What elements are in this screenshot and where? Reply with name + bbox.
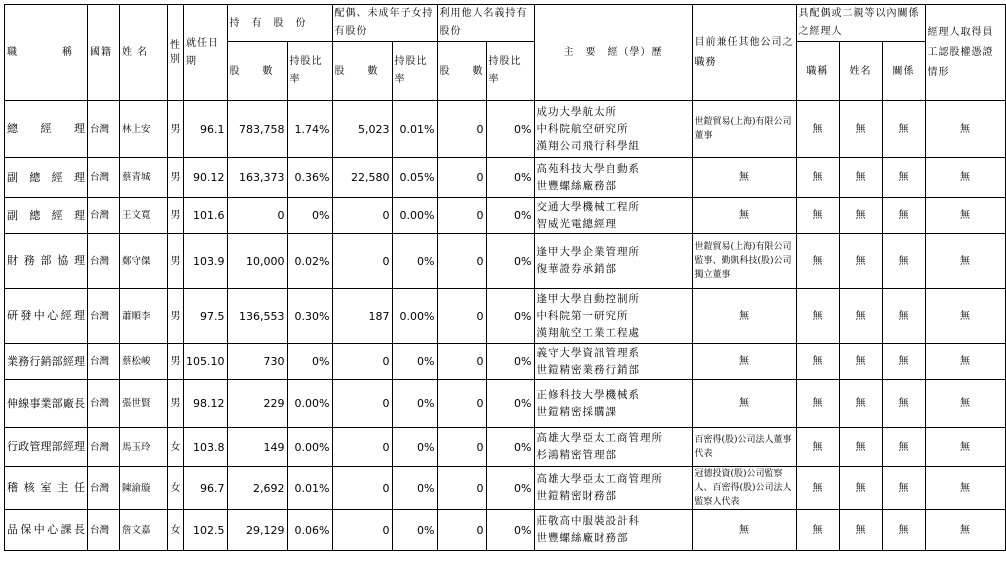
- cell-title: 業務行銷部經理: [5, 344, 88, 380]
- header-spouse-shares: 股 數: [332, 42, 392, 101]
- managers-table-page: [4, 4, 1006, 551]
- cell-spouse-ratio: 0%: [392, 510, 437, 551]
- education-line: 復華證券承銷部: [536, 263, 617, 275]
- header-rel-name: 姓名: [839, 42, 882, 101]
- cell-title: 副 總 經 理: [5, 198, 88, 234]
- cell-education: [534, 380, 692, 428]
- cell-spouse-ratio: 0%: [392, 428, 437, 467]
- cell-date: 97.5: [184, 289, 228, 344]
- header-spouse-ratio: 持股比率: [392, 42, 437, 101]
- education-line: 交通大學機械工程所: [536, 200, 640, 213]
- cell-title: 研發中心經理: [5, 289, 88, 344]
- cell-gender: 男: [168, 198, 184, 234]
- cell-nominee-ratio: 0%: [486, 101, 534, 158]
- table-row: [5, 101, 1006, 158]
- header-nationality: 國籍: [88, 5, 120, 101]
- education-line: 高苑科技大學自動系: [536, 162, 640, 175]
- cell-nationality: 台灣: [88, 158, 120, 198]
- education-line: 世鎧精密財務部: [536, 490, 617, 502]
- cell-rel-relation: 無: [882, 467, 925, 510]
- header-nominee-ratio: 持股比率: [486, 42, 534, 101]
- cell-nationality: 台灣: [88, 289, 120, 344]
- cell-education: [534, 198, 692, 234]
- cell-nominee-ratio: 0%: [486, 428, 534, 467]
- cell-ratio: 1.74%: [287, 101, 332, 158]
- cell-rel-title: 無: [796, 101, 839, 158]
- cell-nominee-ratio: 0%: [486, 467, 534, 510]
- cell-options: 無: [925, 289, 1005, 344]
- cell-spouse-shares: 0: [332, 510, 392, 551]
- cell-options: 無: [925, 198, 1005, 234]
- cell-options: 無: [925, 101, 1005, 158]
- education-line: 世鎧精密業務行銷部: [536, 363, 640, 376]
- cell-nominee-shares: 0: [437, 198, 486, 234]
- cell-options: 無: [925, 380, 1005, 428]
- cell-options: 無: [925, 510, 1005, 551]
- cell-nominee-shares: 0: [437, 234, 486, 289]
- cell-shares: 136,553: [227, 289, 287, 344]
- cell-concurrent: 百密得(股)公司法人董事代表: [692, 428, 796, 467]
- header-rel-relation: 關係: [882, 42, 925, 101]
- cell-name: 陳渝璇: [120, 467, 168, 510]
- cell-nominee-shares: 0: [437, 289, 486, 344]
- header-shares: 股 數: [227, 42, 287, 101]
- cell-date: 105.10: [184, 344, 228, 380]
- cell-nominee-shares: 0: [437, 428, 486, 467]
- education-line: 智威光電總經理: [536, 217, 617, 230]
- cell-nominee-ratio: 0%: [486, 344, 534, 380]
- cell-title: 財務部協理: [5, 234, 88, 289]
- education-line: 逢甲大學企業管理所: [536, 246, 640, 258]
- cell-concurrent: 無: [692, 510, 796, 551]
- cell-rel-relation: 無: [882, 344, 925, 380]
- cell-spouse-shares: 187: [332, 289, 392, 344]
- cell-rel-title: 無: [796, 380, 839, 428]
- cell-rel-name: 無: [839, 344, 882, 380]
- cell-name: 詹文嘉: [120, 510, 168, 551]
- header-date: 就任日期: [184, 5, 228, 101]
- cell-ratio: 0.36%: [287, 158, 332, 198]
- cell-title: 行政管理部經理: [5, 428, 88, 467]
- cell-nominee-ratio: 0%: [486, 510, 534, 551]
- cell-rel-relation: 無: [882, 101, 925, 158]
- cell-title: 伸線事業部廠長: [5, 380, 88, 428]
- cell-name: 鄭守傑: [120, 234, 168, 289]
- cell-concurrent: 無: [692, 344, 796, 380]
- header-education: 主 要 經（學）歷: [534, 5, 692, 101]
- cell-title: 總 經 理: [5, 101, 88, 158]
- cell-spouse-shares: 0: [332, 428, 392, 467]
- table-row: [5, 198, 1006, 234]
- cell-ratio: 0.30%: [287, 289, 332, 344]
- cell-education: [534, 467, 692, 510]
- header-nominee: 利用他人名義持有股份: [437, 5, 534, 42]
- cell-date: 103.8: [184, 428, 228, 467]
- cell-rel-relation: 無: [882, 289, 925, 344]
- cell-spouse-ratio: 0.05%: [392, 158, 437, 198]
- cell-ratio: 0%: [287, 198, 332, 234]
- cell-gender: 男: [168, 101, 184, 158]
- cell-gender: 男: [168, 234, 184, 289]
- cell-name: 馬玉玲: [120, 428, 168, 467]
- cell-title: 品保中心課長: [5, 510, 88, 551]
- cell-rel-name: 無: [839, 289, 882, 344]
- cell-rel-title: 無: [796, 158, 839, 198]
- education-line: 高雄大學亞太工商管理所: [536, 473, 663, 485]
- table-row: [5, 158, 1006, 198]
- cell-shares: 10,000: [227, 234, 287, 289]
- table-row: [5, 289, 1006, 344]
- cell-ratio: 0.06%: [287, 510, 332, 551]
- cell-nationality: 台灣: [88, 234, 120, 289]
- cell-education: [534, 344, 692, 380]
- cell-rel-title: 無: [796, 289, 839, 344]
- cell-options: 無: [925, 158, 1005, 198]
- cell-rel-name: 無: [839, 158, 882, 198]
- cell-spouse-shares: 5,023: [332, 101, 392, 158]
- managers-table: [4, 4, 1006, 551]
- cell-nominee-ratio: 0%: [486, 380, 534, 428]
- cell-concurrent: 世鎧貿易(上海)有限公司監事、勤凱科技(股)公司獨立董事: [692, 234, 796, 289]
- cell-rel-title: 無: [796, 234, 839, 289]
- cell-nominee-ratio: 0%: [486, 234, 534, 289]
- table-row: [5, 428, 1006, 467]
- cell-date: 96.7: [184, 467, 228, 510]
- table-row: [5, 344, 1006, 380]
- cell-spouse-shares: 0: [332, 234, 392, 289]
- cell-rel-name: 無: [839, 380, 882, 428]
- cell-nationality: 台灣: [88, 467, 120, 510]
- cell-date: 103.9: [184, 234, 228, 289]
- cell-spouse-ratio: 0%: [392, 467, 437, 510]
- cell-name: 張世賢: [120, 380, 168, 428]
- table-body: [5, 101, 1006, 551]
- cell-date: 96.1: [184, 101, 228, 158]
- cell-shares: 730: [227, 344, 287, 380]
- cell-rel-name: 無: [839, 234, 882, 289]
- header-holdings: 持 有 股 份: [227, 5, 332, 42]
- cell-shares: 783,758: [227, 101, 287, 158]
- cell-ratio: 0.00%: [287, 428, 332, 467]
- cell-gender: 男: [168, 344, 184, 380]
- cell-education: [534, 101, 692, 158]
- cell-date: 101.6: [184, 198, 228, 234]
- cell-gender: 男: [168, 158, 184, 198]
- cell-title: 副 總 經 理: [5, 158, 88, 198]
- cell-nominee-shares: 0: [437, 467, 486, 510]
- header-options: 經理人取得員工認股權憑證情形: [925, 5, 1005, 101]
- cell-rel-relation: 無: [882, 380, 925, 428]
- cell-rel-title: 無: [796, 510, 839, 551]
- cell-nominee-shares: 0: [437, 101, 486, 158]
- cell-rel-title: 無: [796, 467, 839, 510]
- cell-shares: 0: [227, 198, 287, 234]
- cell-spouse-shares: 0: [332, 380, 392, 428]
- cell-nominee-shares: 0: [437, 158, 486, 198]
- cell-options: 無: [925, 467, 1005, 510]
- cell-ratio: 0.00%: [287, 380, 332, 428]
- cell-options: 無: [925, 344, 1005, 380]
- cell-shares: 149: [227, 428, 287, 467]
- cell-rel-relation: 無: [882, 510, 925, 551]
- cell-spouse-shares: 22,580: [332, 158, 392, 198]
- cell-spouse-ratio: 0.00%: [392, 198, 437, 234]
- cell-rel-name: 無: [839, 101, 882, 158]
- cell-nominee-ratio: 0%: [486, 289, 534, 344]
- header-ratio: 持股比率: [287, 42, 332, 101]
- cell-concurrent: 無: [692, 289, 796, 344]
- cell-concurrent: 無: [692, 380, 796, 428]
- cell-education: [534, 234, 692, 289]
- education-line: 漢翔航空工業工程處: [536, 326, 640, 339]
- cell-concurrent: 世鎧貿易(上海)有限公司董事: [692, 101, 796, 158]
- cell-nationality: 台灣: [88, 428, 120, 467]
- cell-name: 蔡松峻: [120, 344, 168, 380]
- header-nominee-shares: 股 數: [437, 42, 486, 101]
- cell-nominee-shares: 0: [437, 344, 486, 380]
- cell-date: 90.12: [184, 158, 228, 198]
- cell-spouse-ratio: 0.00%: [392, 289, 437, 344]
- cell-gender: 男: [168, 289, 184, 344]
- cell-concurrent: 冠德投資(股)公司監察人、百密得(股)公司法人監察人代表: [692, 467, 796, 510]
- education-line: 莊敬高中服裝設計科: [536, 515, 640, 527]
- cell-nominee-ratio: 0%: [486, 158, 534, 198]
- cell-ratio: 0.01%: [287, 467, 332, 510]
- cell-date: 98.12: [184, 380, 228, 428]
- cell-gender: 女: [168, 467, 184, 510]
- cell-education: [534, 289, 692, 344]
- cell-education: [534, 428, 692, 467]
- table-row: [5, 234, 1006, 289]
- education-line: 世豐螺絲廠務部: [536, 179, 617, 192]
- header-relatives: 具配偶或二親等以內關係之經理人: [796, 5, 925, 42]
- cell-title: 稽核室主任: [5, 467, 88, 510]
- education-line: 高雄大學亞太工商管理所: [536, 432, 663, 444]
- table-row: [5, 380, 1006, 428]
- cell-shares: 163,373: [227, 158, 287, 198]
- cell-gender: 男: [168, 380, 184, 428]
- cell-nominee-shares: 0: [437, 380, 486, 428]
- cell-date: 102.5: [184, 510, 228, 551]
- education-line: 中科院航空研究所: [536, 122, 629, 135]
- cell-spouse-shares: 0: [332, 198, 392, 234]
- cell-rel-name: 無: [839, 510, 882, 551]
- cell-nominee-shares: 0: [437, 510, 486, 551]
- cell-nationality: 台灣: [88, 344, 120, 380]
- cell-nationality: 台灣: [88, 380, 120, 428]
- header-row-1: [5, 5, 1006, 42]
- education-line: 世豐螺絲廠財務部: [536, 532, 629, 544]
- cell-nationality: 台灣: [88, 101, 120, 158]
- cell-name: 王文寬: [120, 198, 168, 234]
- header-spouse: 配偶、未成年子女持有股份: [332, 5, 437, 42]
- cell-name: 蕭順李: [120, 289, 168, 344]
- header-gender: 性別: [168, 5, 184, 101]
- cell-rel-relation: 無: [882, 234, 925, 289]
- cell-spouse-shares: 0: [332, 467, 392, 510]
- education-line: 逢甲大學自動控制所: [536, 292, 640, 305]
- cell-rel-relation: 無: [882, 158, 925, 198]
- header-name: 姓 名: [120, 5, 168, 101]
- header-concurrent: 目前兼任其他公司之職務: [692, 5, 796, 101]
- header-title: 職 稱: [5, 5, 88, 101]
- cell-shares: 29,129: [227, 510, 287, 551]
- cell-shares: 2,692: [227, 467, 287, 510]
- education-line: 義守大學資訊管理系: [536, 346, 640, 359]
- cell-nationality: 台灣: [88, 510, 120, 551]
- cell-rel-title: 無: [796, 344, 839, 380]
- cell-options: 無: [925, 234, 1005, 289]
- header-rel-title: 職稱: [796, 42, 839, 101]
- cell-shares: 229: [227, 380, 287, 428]
- education-line: 正修科技大學機械系: [536, 388, 640, 401]
- education-line: 中科院第一研究所: [536, 309, 629, 322]
- education-line: 漢翔公司飛行科學組: [536, 139, 640, 152]
- education-line: 杉鴻精密管理部: [536, 449, 617, 461]
- cell-spouse-ratio: 0%: [392, 234, 437, 289]
- education-line: 世鎧精密採購課: [536, 405, 617, 418]
- cell-rel-title: 無: [796, 198, 839, 234]
- education-line: 成功大學航太所: [536, 105, 617, 118]
- cell-spouse-ratio: 0%: [392, 380, 437, 428]
- cell-rel-name: 無: [839, 198, 882, 234]
- cell-nationality: 台灣: [88, 198, 120, 234]
- cell-spouse-ratio: 0%: [392, 344, 437, 380]
- cell-rel-name: 無: [839, 428, 882, 467]
- table-row: [5, 467, 1006, 510]
- cell-rel-relation: 無: [882, 198, 925, 234]
- cell-education: [534, 510, 692, 551]
- cell-rel-title: 無: [796, 428, 839, 467]
- cell-name: 林上安: [120, 101, 168, 158]
- table-row: [5, 510, 1006, 551]
- cell-education: [534, 158, 692, 198]
- cell-nominee-ratio: 0%: [486, 198, 534, 234]
- cell-ratio: 0%: [287, 344, 332, 380]
- cell-spouse-shares: 0: [332, 344, 392, 380]
- cell-options: 無: [925, 428, 1005, 467]
- cell-spouse-ratio: 0.01%: [392, 101, 437, 158]
- cell-rel-relation: 無: [882, 428, 925, 467]
- cell-gender: 女: [168, 510, 184, 551]
- cell-concurrent: 無: [692, 158, 796, 198]
- cell-ratio: 0.02%: [287, 234, 332, 289]
- cell-rel-name: 無: [839, 467, 882, 510]
- cell-concurrent: 無: [692, 198, 796, 234]
- cell-gender: 女: [168, 428, 184, 467]
- cell-name: 蔡青城: [120, 158, 168, 198]
